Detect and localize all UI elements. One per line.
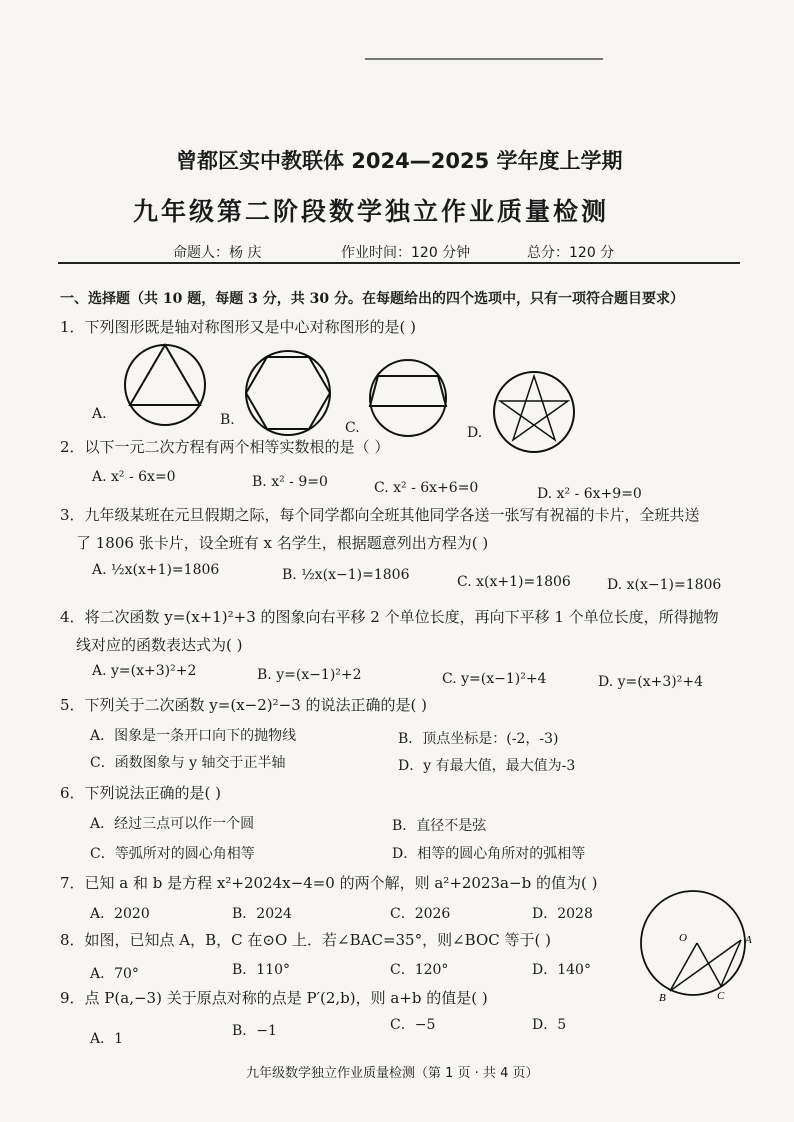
q4-option-d: D. y=(x+3)²+4	[598, 674, 703, 690]
exam-title: 曾都区实中教联体 2024—2025 学年度上学期	[176, 149, 623, 173]
section-heading: 一、选择题（共 10 题，每题 3 分，共 30 分。在每题给出的四个选项中，只有一项符合题目要求）	[60, 291, 684, 307]
q7-option-c: C．2026	[390, 906, 451, 922]
q5-option-d: D．y 有最大值，最大值为-3	[398, 758, 576, 774]
figure-circle-trapezoid	[368, 358, 448, 438]
q3-option-b: B. ½x(x−1)=1806	[282, 567, 410, 583]
q7-option-b: B．2024	[232, 906, 292, 922]
label-a: A	[745, 934, 752, 946]
q5-option-a: A．图象是一条开口向下的抛物线	[90, 728, 297, 744]
q9-option-b: B．−1	[232, 1023, 277, 1039]
figure-circle-triangle	[120, 340, 210, 430]
question-2: 2．以下一元二次方程有两个相等实数根的是（ ）	[60, 438, 390, 456]
exam-subtitle: 九年级第二阶段数学独立作业质量检测	[133, 197, 610, 226]
q8-option-d: D．140°	[532, 962, 591, 978]
question-4-line-2: 线对应的函数表达式为( )	[76, 636, 243, 654]
question-9: 9．点 P(a,−3) 关于原点对称的点是 P′(2,b)，则 a+b 的值是( )	[60, 989, 488, 1007]
q3-option-d: D. x(x−1)=1806	[607, 577, 722, 593]
header-divider	[58, 262, 740, 264]
figure-circle-hexagon	[243, 348, 333, 438]
q1-option-d: D.	[467, 425, 483, 441]
question-5: 5．下列关于二次函数 y=(x−2)²−3 的说法正确的是( )	[60, 696, 427, 714]
q6-option-c: C．等弧所对的圆心角相等	[90, 846, 255, 862]
q1-option-b: B.	[220, 412, 235, 428]
q8-option-a: A．70°	[90, 966, 139, 982]
question-4-line-1: 4．将二次函数 y=(x+1)²+3 的图象向右平移 2 个单位长度，再向下平移 1 个单位长度，所得抛物	[60, 608, 719, 626]
question-8: 8．如图，已知点 A，B，C 在⊙O 上．若∠BAC=35°，则∠BOC 等于( )	[60, 931, 551, 949]
q2-option-b: B. x² - 9=0	[252, 474, 328, 490]
page-footer: 九年级数学独立作业质量检测（第 1 页 · 共 4 页）	[246, 1066, 539, 1081]
q9-option-a: A．1	[90, 1031, 124, 1047]
q2-option-a: A. x² - 6x=0	[92, 469, 176, 485]
q7-option-a: A．2020	[90, 906, 150, 922]
exam-time: 作业时间：120 分钟	[341, 245, 471, 261]
q4-option-a: A. y=(x+3)²+2	[92, 663, 197, 679]
q3-option-c: C. x(x+1)=1806	[457, 574, 571, 590]
q9-option-d: D．5	[532, 1017, 567, 1033]
question-3-line-1: 3．九年级某班在元旦假期之际，每个同学都向全班其他同学各送一张写有祝福的卡片，全班共送	[60, 506, 700, 524]
q2-option-d: D. x² - 6x+9=0	[537, 486, 642, 502]
question-3-line-2: 了 1806 张卡片，设全班有 x 名学生，根据题意列出方程为( )	[76, 534, 489, 552]
q6-option-a: A．经过三点可以作一个圆	[90, 816, 255, 832]
q8-circle-figure	[633, 885, 753, 1005]
label-c: C	[717, 990, 725, 1002]
q6-option-d: D．相等的圆心角所对的弧相等	[392, 846, 586, 862]
q3-option-a: A. ½x(x+1)=1806	[92, 562, 220, 578]
q2-option-c: C. x² - 6x+6=0	[374, 480, 479, 496]
label-o: O	[679, 932, 687, 944]
q1-option-c: C.	[345, 420, 360, 436]
q9-option-c: C．−5	[390, 1017, 436, 1033]
question-1: 1．下列图形既是轴对称图形又是中心对称图形的是( )	[60, 318, 417, 336]
q7-option-d: D．2028	[532, 906, 593, 922]
top-scan-line	[365, 58, 603, 60]
q5-option-c: C．函数图象与 y 轴交于正半轴	[90, 755, 286, 771]
q1-option-a: A.	[92, 406, 107, 422]
q8-option-c: C．120°	[390, 962, 449, 978]
total-score: 总分：120 分	[527, 245, 615, 261]
q5-option-b: B．顶点坐标是：(-2，-3)	[398, 731, 559, 747]
question-6: 6．下列说法正确的是( )	[60, 784, 222, 802]
q6-option-b: B．直径不是弦	[392, 818, 487, 834]
question-7: 7．已知 a 和 b 是方程 x²+2024x−4=0 的两个解，则 a²+2023a−b 的值为( )	[60, 874, 598, 892]
q4-option-b: B. y=(x−1)²+2	[257, 667, 362, 683]
figure-circle-star	[492, 370, 576, 454]
label-b: B	[659, 992, 666, 1004]
q8-option-b: B．110°	[232, 962, 291, 978]
author: 命题人：杨 庆	[173, 245, 262, 261]
q4-option-c: C. y=(x−1)²+4	[442, 671, 547, 687]
